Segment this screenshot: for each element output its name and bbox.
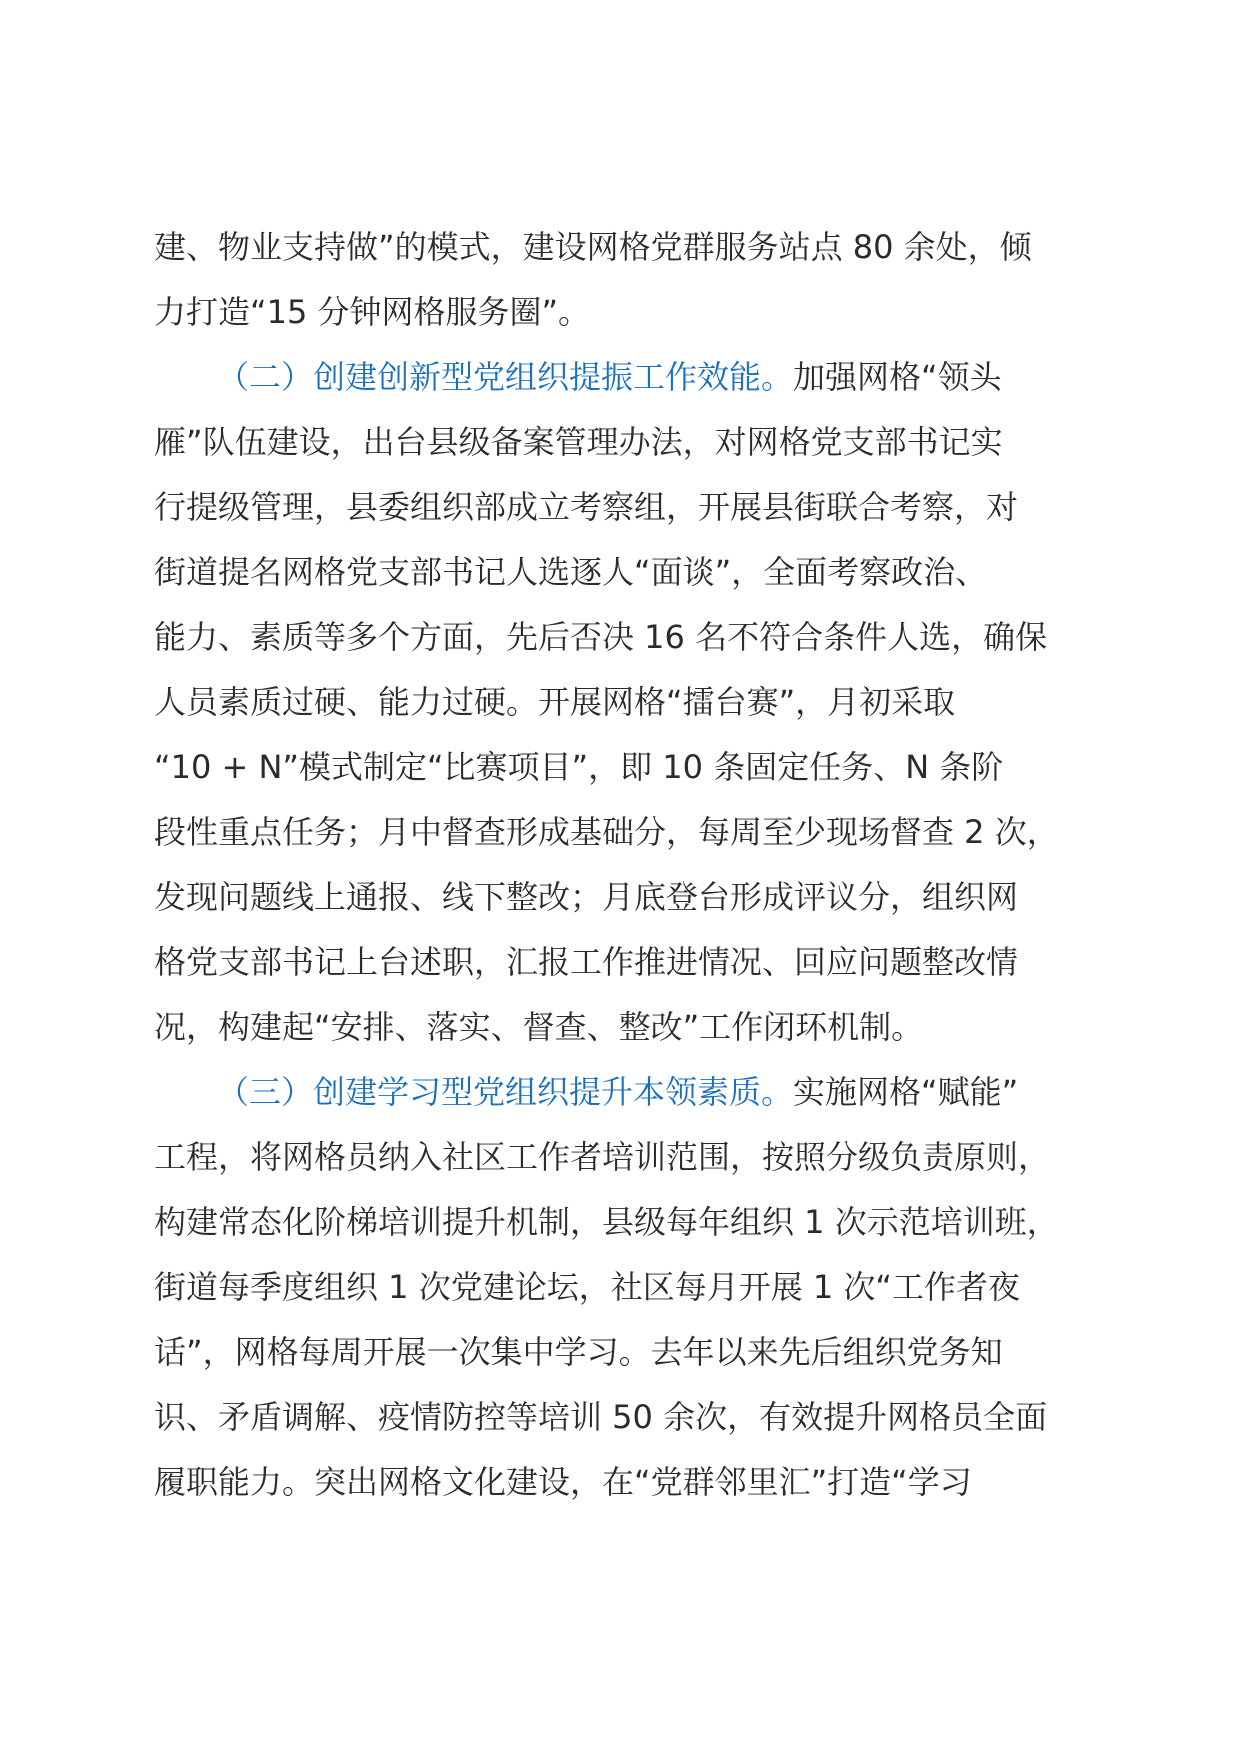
paragraph-line: 能力、素质等多个方面，先后否决 16 名不符合条件人选，确保 (154, 618, 1048, 656)
paragraph-line: 段性重点任务；月中督查形成基础分，每周至少现场督查 2 次， (154, 813, 1059, 851)
section-heading-2: （二）创建创新型党组织提振工作效能。 (217, 358, 794, 396)
document-body (154, 215, 1086, 1515)
section-heading-3: （三）创建学习型党组织提升本领素质。 (217, 1073, 794, 1111)
paragraph-line: 街道提名网格党支部书记人选逐人“面谈”，全面考察政治、 (154, 553, 988, 591)
paragraph-line: 识、矛盾调解、疫情防控等培训 50 余次，有效提升网格员全面 (154, 1398, 1048, 1436)
paragraph-line: 发现问题线上通报、线下整改；月底登台形成评议分，组织网 (154, 878, 1019, 916)
paragraph-1 (154, 215, 1086, 345)
paragraph-text: 实施网格“赋能” (793, 1073, 1019, 1111)
paragraph-line: 履职能力。突出网格文化建设，在“党群邻里汇”打造“学习 (154, 1463, 972, 1501)
paragraph-2 (154, 345, 1086, 1060)
paragraph-first-line (154, 345, 1086, 410)
paragraph-3 (154, 1060, 1086, 1515)
paragraph-line: “10 + N”模式制定“比赛项目”，即 10 条固定任务、N 条阶 (154, 748, 1004, 786)
paragraph-line: 人员素质过硬、能力过硬。开展网格“擂台赛”，月初采取 (154, 683, 956, 721)
paragraph-line: 行提级管理，县委组织部成立考察组，开展县街联合考察，对 (154, 488, 1019, 526)
paragraph-line: 格党支部书记上台述职，汇报工作推进情况、回应问题整改情 (154, 943, 1019, 981)
paragraph-line: 力打造“15 分钟网格服务圈”。 (154, 293, 591, 331)
paragraph-line: 况，构建起“安排、落实、督查、整改”工作闭环机制。 (154, 1008, 924, 1046)
paragraph-line: 雁”队伍建设，出台县级备案管理办法，对网格党支部书记实 (154, 423, 1003, 461)
paragraph-line: 构建常态化阶梯培训提升机制，县级每年组织 1 次示范培训班， (154, 1203, 1059, 1241)
paragraph-line: 街道每季度组织 1 次党建论坛，社区每月开展 1 次“工作者夜 (154, 1268, 1020, 1306)
paragraph-text: 加强网格“领头 (793, 358, 1002, 396)
paragraph-line: 建、物业支持做”的模式，建设网格党群服务站点 80 余处，倾 (154, 228, 1032, 266)
paragraph-line: 话”，网格每周开展一次集中学习。去年以来先后组织党务知 (154, 1333, 1003, 1371)
paragraph-line: 工程，将网格员纳入社区工作者培训范围，按照分级负责原则， (154, 1138, 1051, 1176)
paragraph-first-line (154, 1060, 1086, 1125)
